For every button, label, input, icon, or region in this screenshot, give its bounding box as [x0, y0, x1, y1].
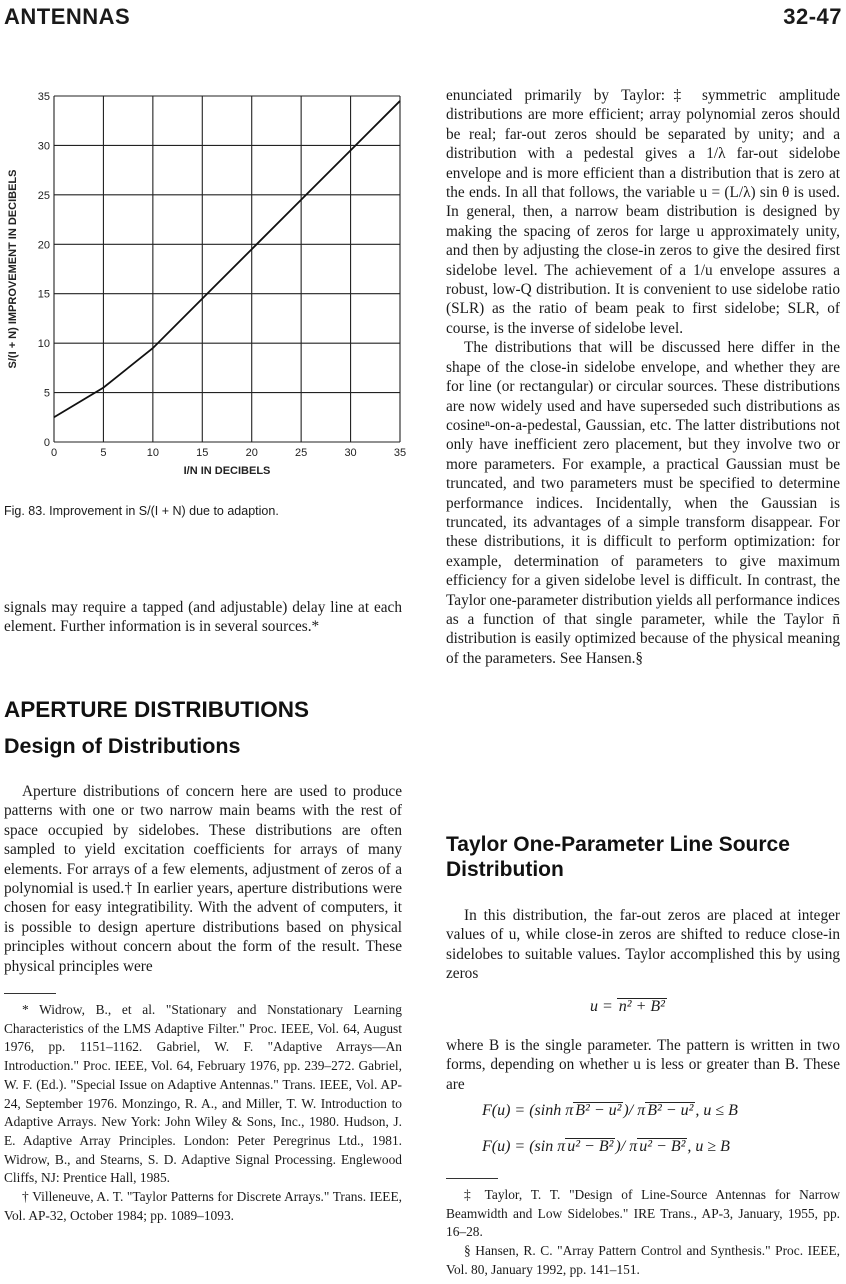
eq-sinh-rad2: B² − u²: [647, 1102, 694, 1119]
y-tick-label: 5: [43, 387, 50, 400]
figure-83: [4, 88, 407, 528]
equation-sin: [482, 1138, 730, 1156]
x-tick-label: 10: [146, 447, 159, 459]
footnote-rule-right: [446, 1178, 498, 1179]
eq-sinh-rad: B² − u²: [575, 1102, 622, 1119]
eq-sin-part-a: F(u) = (sin π: [482, 1138, 566, 1155]
y-tick-label: 25: [37, 189, 50, 202]
paragraph-taylor: In this distribution, the far-out zeros are placed at integer values of u, while close-in zeros are shifted to reduce close-in sidelobes to suitable values. Taylor accomplished this by using zeros: [446, 907, 840, 983]
y-tick-label: 35: [37, 91, 50, 103]
page-number: 32-47: [783, 4, 842, 29]
paragraph-aperture: Aperture distributions of concern here are used to produce patterns with one or two narrow main beams with the rest of space occupied by sidelobes. These distributions are often sampled to yield excitation coefficients for arrays of many elements. For arrays of a few elements, adjustment of zeros of a polynomial is used.† In earlier years, aperture distributions were chosen for easy integratibility. With the advent of computers, it is possible to design aperture distributions based on physical principles without concern about the form of the result. These physical principles were: [4, 783, 402, 975]
right-footnotes: [446, 1186, 840, 1280]
running-header-title: ANTENNAS: [4, 4, 131, 29]
figure-caption: Fig. 83. Improvement in S/(I + N) due to adaption.: [4, 504, 279, 518]
x-tick-label: 30: [344, 447, 357, 459]
equation-sinh: [482, 1102, 738, 1120]
eq-sinh-part-a: F(u) = (sinh π: [482, 1102, 574, 1119]
y-tick-label: 20: [37, 239, 50, 252]
eq-sin-part-b: )/ π: [615, 1138, 638, 1155]
paragraph-distributions: The distributions that will be discussed here differ in the shape of the close-in sidelobe envelope, and whether they are for line (or rectangular) or circular sources. These distributions are now widely used and have superseded such distributions as cosineⁿ-on-a-pedestal, Gaussian, etc. The latter distributions not only have inefficient zero placement, but they involve two or more parameters. For example, a practical Gaussian must be truncated, and two parameters must be specified to determine performance indices. Incidentally, when the Gaussian is truncated, its advantages of a simple transform disappear. For these distributions, it is difficult to perform optimization: for example, determination of parameters to give maximum efficiency for a given sidelobe level is difficult. In contrast, the Taylor one-parameter distribution yields all performance indices as a function of that single parameter, while the Taylor n̄ distribution is easily optimized because of the physical meaning of the parameters. See Hansen.§: [446, 339, 840, 667]
improvement-chart: [4, 88, 407, 498]
equation-lhs: u =: [590, 998, 613, 1015]
paragraph-signals: signals may require a tapped (and adjustable) delay line at each element. Further information is in several sources.*: [4, 599, 402, 636]
paragraph-where: where B is the single parameter. The pattern is written in two forms, depending on whether u is less or greater than B. These are: [446, 1037, 840, 1093]
x-tick-label: 5: [100, 447, 107, 459]
eq-sinh-part-c: , u ≤ B: [695, 1102, 738, 1119]
data-series-line: [54, 101, 400, 417]
y-tick-label: 30: [37, 140, 50, 153]
left-footnotes: [4, 1001, 402, 1225]
section-heading-taylor: Taylor One-Parameter Line Source Distribution: [446, 833, 790, 881]
right-column: [446, 86, 840, 668]
right-column-taylor: [446, 906, 840, 984]
left-column: [4, 598, 402, 637]
footnote-star: * Widrow, B., et al. "Stationary and Nonstationary Learning Characteristics of the LMS Adaptive Filter." Proc. IEEE, Vol. 64, August 1976, pp. 1151–1162. Gabriel, W. F. "Adaptive Arrays—An Introduction." Proc. IEEE, Vol. 64, February 1976, pp. 239–272. Gabriel, W. F. (Ed.). "Special Issue on Adaptive Antennas." Trans. IEEE, Vol. AP-24, September 1976. Monzingo, R. A., and Miller, T. W. Introduction to Adaptive Arrays. New York: John Wiley & Sons, Inc., 1980. Hudson, J. E. Adaptive Array Principles. London: Peter Peregrinus Ltd., 1981. Widrow, B., and Stearns, S. D. Adaptive Signal Processing. Englewood Cliffs, NJ: Prentice Hall, 1985.: [4, 1002, 402, 1186]
x-tick-label: 25: [295, 447, 308, 459]
y-tick-label: 0: [43, 437, 50, 449]
left-column-body: [4, 782, 402, 976]
x-tick-label: 35: [393, 447, 407, 459]
y-axis-label: S/(I + N) IMPROVEMENT IN DECIBELS: [7, 169, 19, 369]
subsection-heading-design: Design of Distributions: [4, 734, 241, 758]
x-tick-label: 20: [245, 447, 258, 459]
eq-sin-rad: u² − B²: [567, 1138, 614, 1155]
footnote-rule: [4, 993, 56, 994]
footnote-section: § Hansen, R. C. "Array Pattern Control and Synthesis." Proc. IEEE, Vol. 80, January 1992, pp. 141–151.: [446, 1243, 840, 1277]
footnote-double-dagger: ‡ Taylor, T. T. "Design of Line-Source Antennas for Narrow Beamwidth and Low Sidelobes." IRE Trans., AP-3, January, 1955, pp. 16–28.: [446, 1187, 840, 1240]
equation-zeros: [590, 998, 667, 1016]
eq-sin-rad2: u² − B²: [639, 1138, 686, 1155]
eq-sinh-part-b: )/ π: [623, 1102, 646, 1119]
paragraph-enunciated: enunciated primarily by Taylor:‡ symmetric amplitude distributions are more efficient; array polynomial zeros should be real; far-out zeros should be separated by unity; and a distribution with a pedestal gives a 1/λ far-out sidelobe envelope and is more efficient than a distribution that is zero at the ends. In all that follows, the variable u = (L/λ) sin θ is used. In general, then, a narrow beam distribution is designed by making the spacing of zeros for large u approximately unity, and then by adjusting the close-in zeros to give the desired first sidelobe level. The achievement of a 1/u envelope assures a robust, low-Q distribution. It is convenient to use sidelobe ratio (SLR) as the ratio of beam peak to first sidelobe; SLR, of course, is the inverse of sidelobe level.: [446, 87, 840, 337]
right-column-where: [446, 1036, 840, 1094]
x-tick-label: 0: [50, 447, 58, 459]
y-tick-label: 10: [37, 338, 50, 351]
equation-radicand: n² + B²: [618, 998, 665, 1015]
eq-sin-part-c: , u ≥ B: [687, 1138, 730, 1155]
footnote-dagger: † Villeneuve, A. T. "Taylor Patterns for Discrete Arrays." Trans. IEEE, Vol. AP-32, October 1984; pp. 1089–1093.: [4, 1189, 402, 1223]
x-axis-label: I/N IN DECIBELS: [183, 465, 271, 477]
section-heading-aperture: APERTURE DISTRIBUTIONS: [4, 697, 310, 722]
x-tick-label: 15: [196, 447, 209, 459]
y-tick-label: 15: [37, 288, 50, 301]
